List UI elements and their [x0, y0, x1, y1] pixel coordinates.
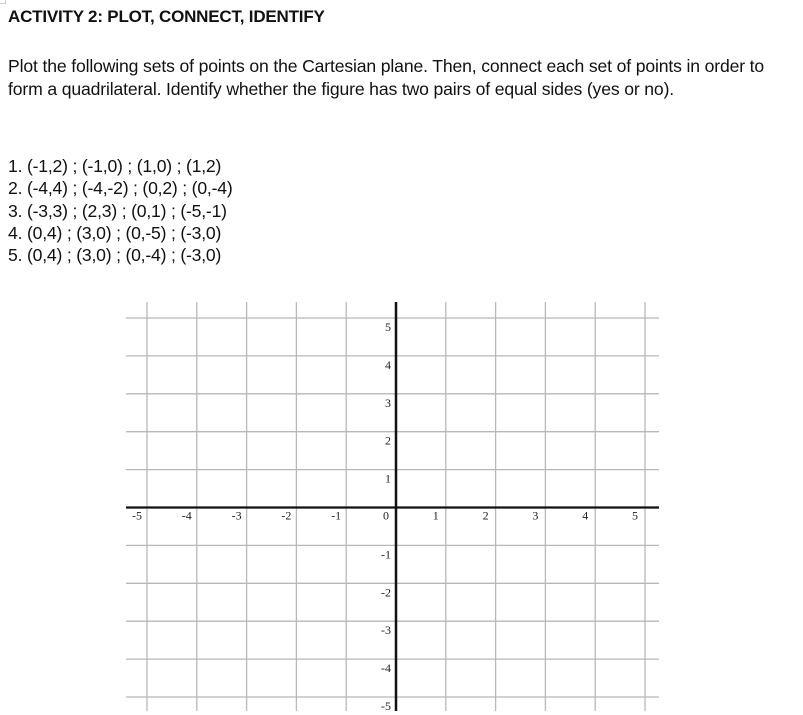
- list-item: 5. (0,4) ; (3,0) ; (0,-4) ; (-3,0): [8, 245, 222, 266]
- x-tick-label: 5: [632, 508, 638, 523]
- x-tick-label: 3: [532, 508, 539, 523]
- instructions-paragraph: Plot the following sets of points on the Cartesian plane. Then, connect each set of points in order to form a quadrilateral. Identify whether the figure has two pairs of equal sides (yes or no).: [8, 56, 765, 99]
- x-tick-label: -3: [231, 508, 242, 523]
- y-tick-label: -2: [381, 585, 391, 600]
- y-tick-label: -1: [381, 547, 391, 562]
- list-item: 2. (-4,4) ; (-4,-2) ; (0,2) ; (0,-4): [8, 178, 233, 199]
- y-tick-label: 5: [385, 320, 391, 334]
- x-tick-label: 1: [432, 508, 439, 523]
- list-item: 4. (0,4) ; (3,0) ; (0,-5) ; (-3,0): [8, 222, 222, 243]
- y-tick-label: 1: [385, 471, 391, 486]
- y-tick-label: 3: [385, 395, 391, 410]
- y-tick-label: 4: [385, 357, 391, 372]
- list-item: 3. (-3,3) ; (2,3) ; (0,1) ; (-5,-1): [8, 200, 227, 221]
- list-item: 1. (-1,2) ; (-1,0) ; (1,0) ; (1,2): [8, 156, 222, 176]
- x-tick-label: -5: [132, 508, 142, 523]
- activity-title: ACTIVITY 2: PLOT, CONNECT, IDENTIFY: [8, 7, 325, 26]
- x-tick-label: -4: [181, 508, 192, 523]
- x-tick-label: -1: [331, 508, 342, 523]
- y-tick-label: -5: [381, 699, 391, 713]
- y-tick-label: -4: [381, 661, 391, 676]
- x-tick-label: 0: [383, 508, 389, 523]
- y-tick-label: -3: [381, 623, 391, 638]
- x-tick-label: -2: [281, 508, 292, 523]
- x-tick-label: 4: [582, 508, 589, 523]
- x-tick-label: 2: [482, 508, 489, 523]
- y-tick-label: 2: [385, 433, 391, 448]
